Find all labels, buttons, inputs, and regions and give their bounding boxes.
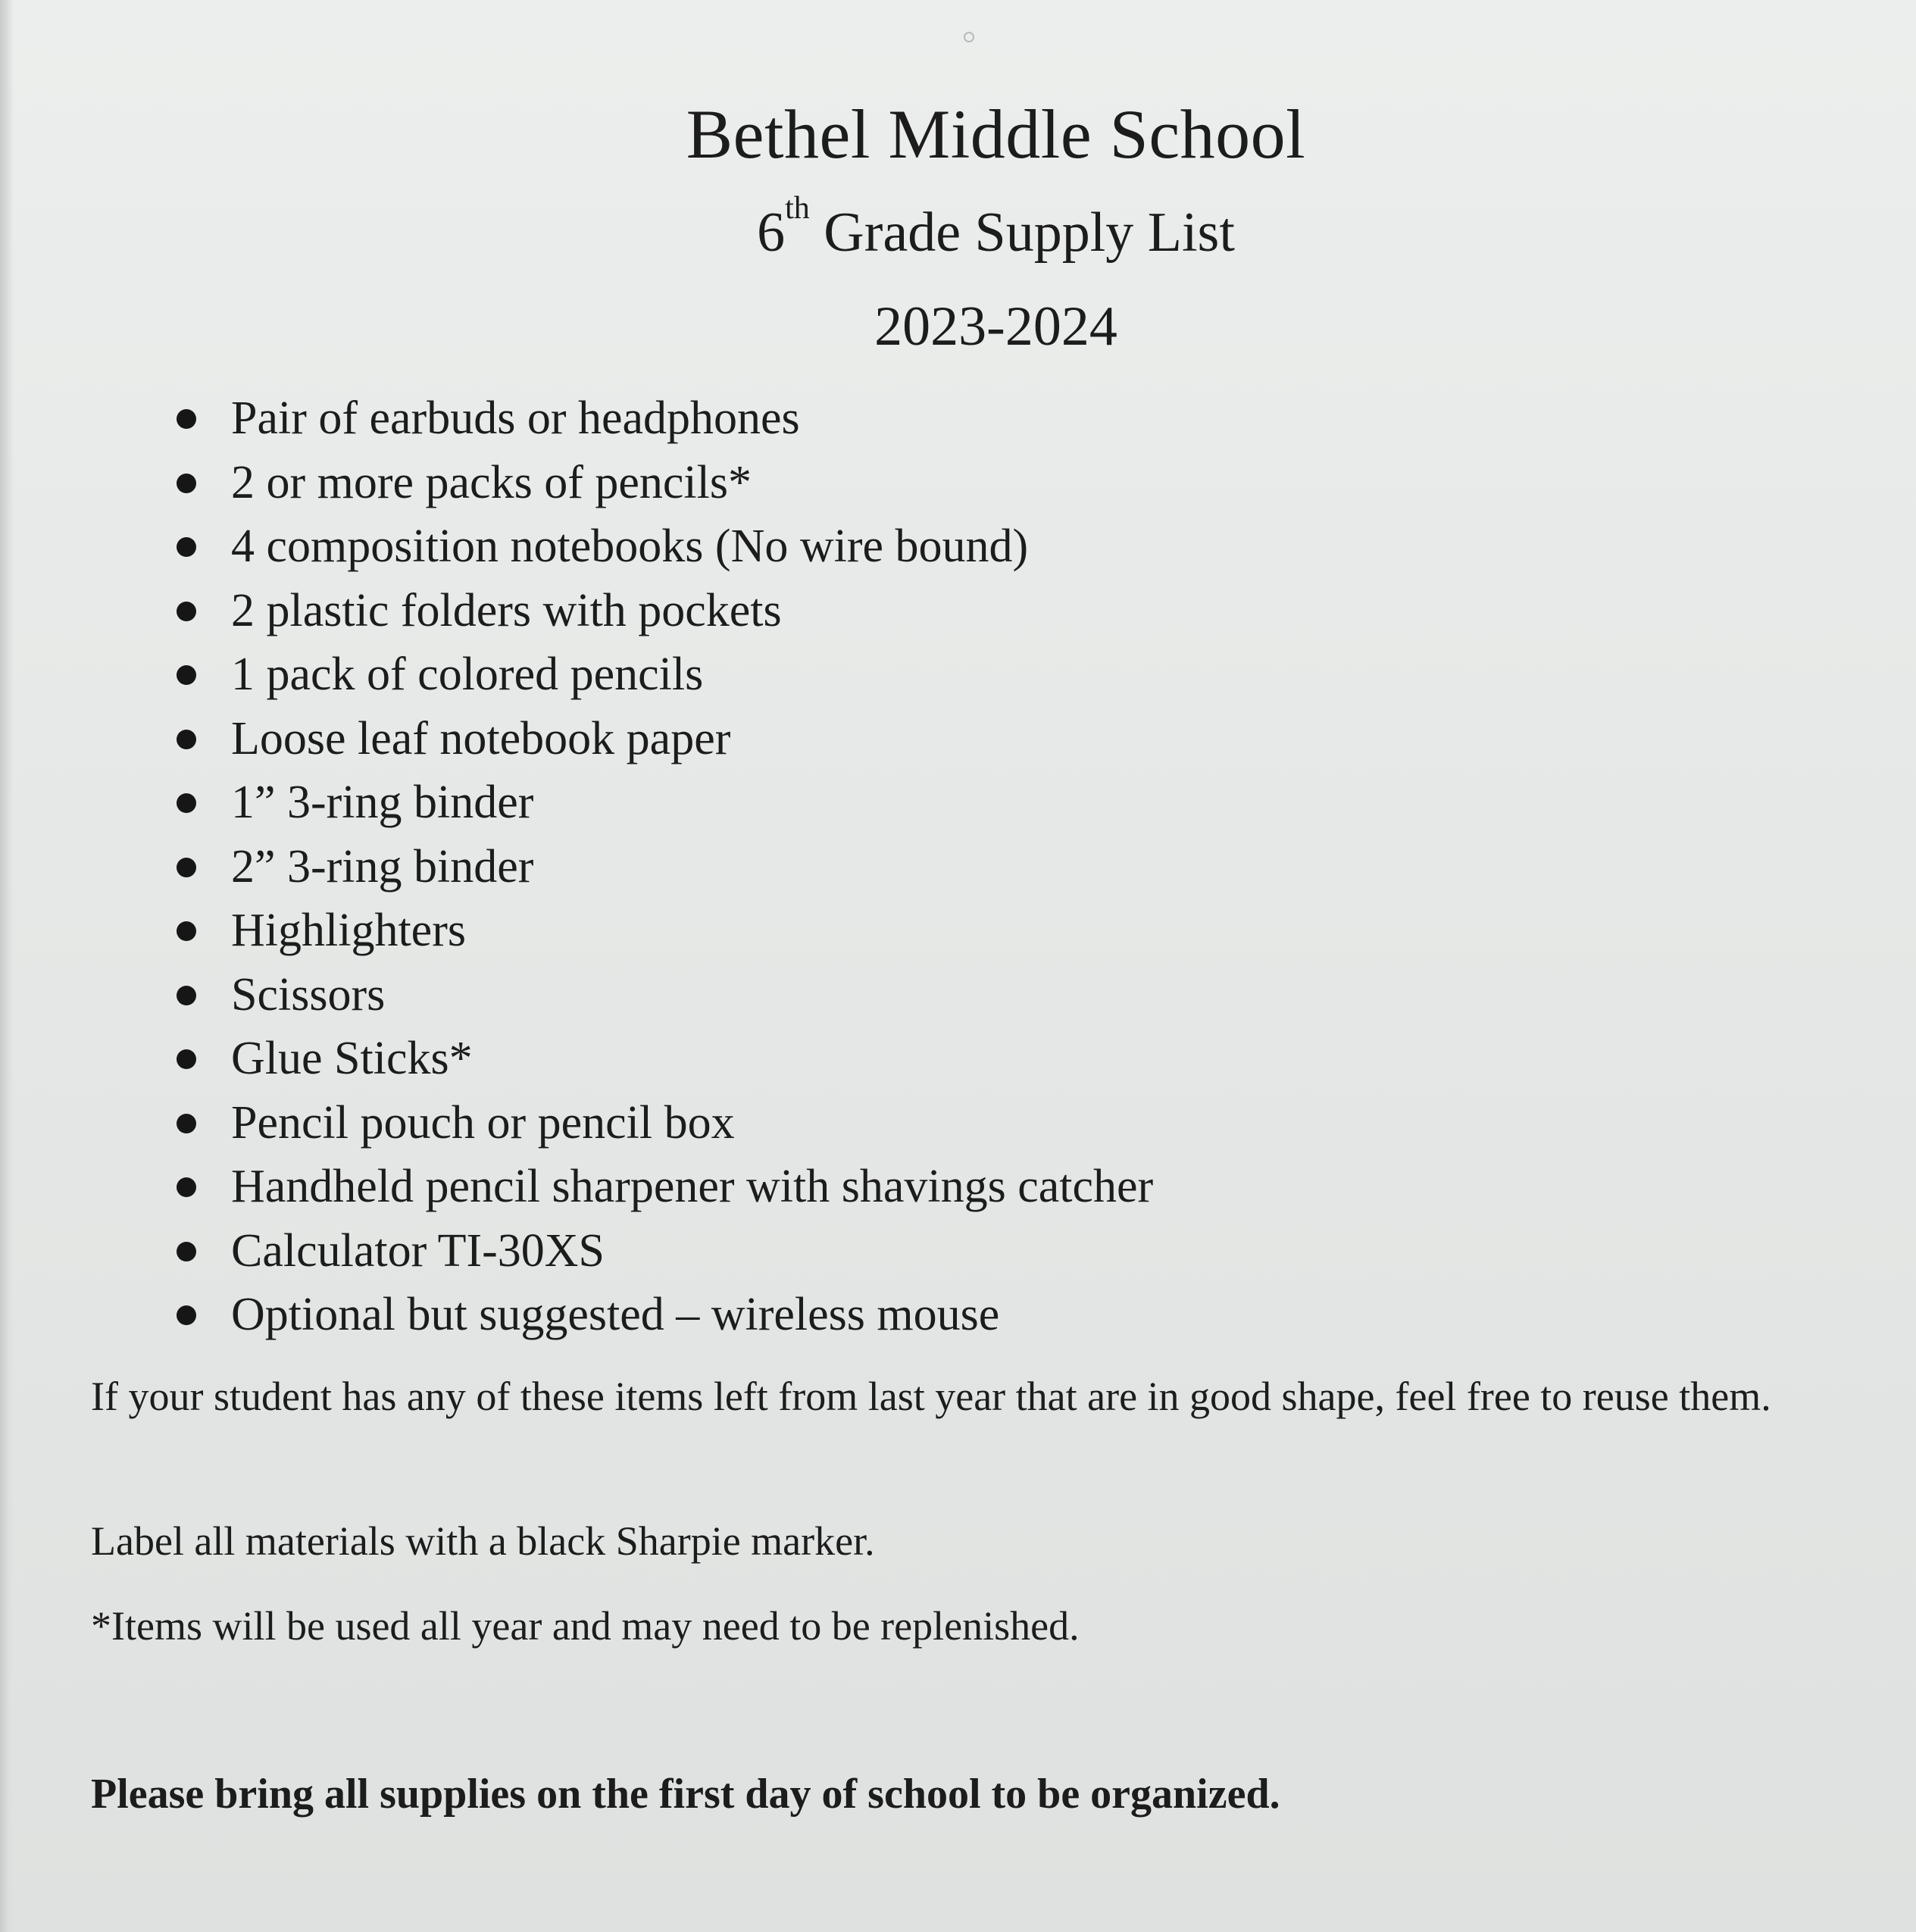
- supply-item-text: Calculator TI-30XS: [231, 1224, 605, 1277]
- supply-item-text: Pencil pouch or pencil box: [231, 1096, 735, 1149]
- supply-item: [163, 771, 1153, 835]
- supply-item: [163, 514, 1153, 579]
- supply-item-text: 2” 3-ring binder: [231, 840, 534, 893]
- supply-item: [163, 1027, 1153, 1091]
- supply-item-text: 2 plastic folders with pockets: [231, 584, 782, 636]
- supply-item-text: Scissors: [231, 968, 386, 1021]
- supply-item-text: Loose leaf notebook paper: [231, 712, 731, 764]
- bullet-icon: [177, 1305, 196, 1325]
- bullet-icon: [177, 1049, 196, 1069]
- bullet-icon: [177, 1242, 196, 1261]
- grade-suffix: th: [785, 191, 810, 226]
- supply-item: [163, 1219, 1153, 1283]
- reuse-note: If your student has any of these items left from last year that are in good shape, feel free to reuse them.: [91, 1374, 1771, 1419]
- grade-number: 6: [757, 202, 786, 264]
- bring-supplies-note: Please bring all supplies on the first day of school to be organized.: [91, 1771, 1280, 1818]
- supply-item-text: 4 composition notebooks (No wire bound): [231, 521, 1029, 572]
- bullet-icon: [177, 921, 196, 941]
- paper-dot-mark: [964, 32, 974, 42]
- supply-item: [163, 1091, 1153, 1155]
- supply-item: [163, 899, 1153, 963]
- supply-item-text: Highlighters: [231, 905, 466, 956]
- bullet-icon: [177, 1114, 196, 1133]
- bullet-icon: [177, 793, 196, 813]
- paper-edge-shadow: [0, 0, 14, 1932]
- supply-item: [163, 963, 1153, 1027]
- school-name: Bethel Middle School: [686, 95, 1306, 173]
- bullet-icon: [177, 409, 196, 429]
- supply-item: [163, 579, 1153, 643]
- grade-title: [0, 191, 1916, 267]
- supply-item-text: 1 pack of colored pencils: [231, 649, 704, 700]
- supply-item: [163, 386, 1153, 451]
- supply-item: [163, 1283, 1153, 1347]
- supply-list: [163, 386, 1153, 1347]
- supply-item-text: Glue Sticks*: [231, 1033, 473, 1084]
- bullet-icon: [177, 1177, 196, 1197]
- supply-item: [163, 835, 1153, 899]
- supply-item: [163, 451, 1153, 515]
- supply-item: [163, 642, 1153, 707]
- bullet-icon: [177, 858, 196, 877]
- supply-item-text: 1” 3-ring binder: [231, 777, 534, 828]
- label-note: Label all materials with a black Sharpie marker.: [91, 1518, 875, 1564]
- replenish-note: *Items will be used all year and may need to be replenished.: [91, 1603, 1080, 1649]
- bullet-icon: [177, 730, 196, 749]
- bullet-icon: [177, 986, 196, 1005]
- school-year: 2023-2024: [874, 295, 1117, 358]
- bullet-icon: [177, 474, 196, 493]
- supply-item-text: Optional but suggested – wireless mouse: [231, 1289, 1000, 1340]
- supply-item-text: 2 or more packs of pencils*: [231, 456, 752, 508]
- bullet-icon: [177, 665, 196, 685]
- supply-item-text: Pair of earbuds or headphones: [231, 392, 800, 444]
- bullet-icon: [177, 602, 196, 621]
- bullet-icon: [177, 537, 196, 557]
- supply-item: [163, 1155, 1153, 1219]
- supply-item: [163, 707, 1153, 771]
- supply-item-text: Handheld pencil sharpener with shavings catcher: [231, 1161, 1154, 1212]
- grade-title-text: Grade Supply List: [809, 202, 1235, 264]
